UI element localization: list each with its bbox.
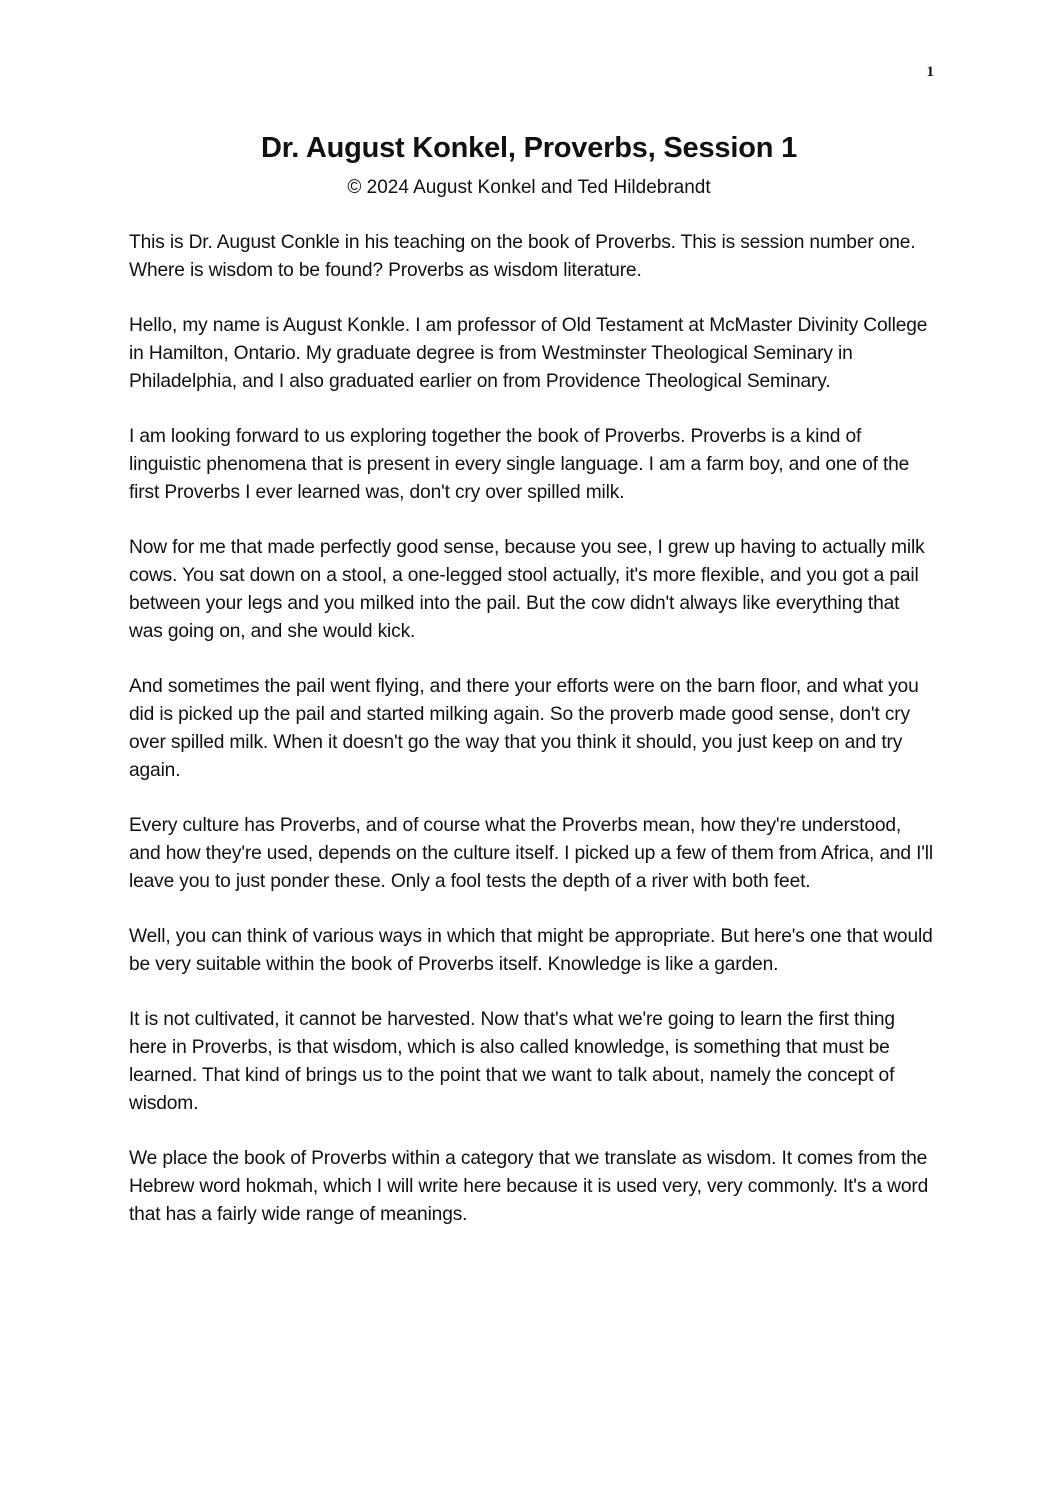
- paragraph-8: It is not cultivated, it cannot be harvested. Now that's what we're going to learn the first thing here in Proverbs, is that wisdom, which is also called knowledge, is something that must be learned. That kind of brings us to the point that we want to talk about, namely the concept of wisdom.: [129, 1009, 895, 1114]
- paragraph-9: We place the book of Proverbs within a category that we translate as wisdom. It comes from the Hebrew word hokmah, which I will write here because it is used very, very commonly. It's a word that has a fairly wide range of meanings.: [129, 1148, 929, 1225]
- paragraph-7: Well, you can think of various ways in which that might be appropriate. But here's one that would be very suitable within the book of Proverbs itself. Knowledge is like a garden.: [129, 926, 933, 975]
- paragraph-6: Every culture has Proverbs, and of course what the Proverbs mean, how they're understood, and how they're used, depends on the culture itself. I picked up a few of them from Africa, and I'll leave you to just ponder these. Only a fool tests the depth of a river with both feet.: [129, 815, 933, 892]
- paragraph-4: Now for me that made perfectly good sense, because you see, I grew up having to actually milk cows. You sat down on a stool, a one-legged stool actually, it's more flexible, and you got a pail between your legs and you milked into the pail. But the cow didn't always like everything that was going on, and she would kick.: [129, 537, 925, 642]
- copyright-line: © 2024 August Konkel and Ted Hildebrandt: [347, 177, 711, 198]
- paragraph-3: I am looking forward to us exploring together the book of Proverbs. Proverbs is a kind of linguistic phenomena that is present in every single language. I am a farm boy, and one of the first Proverbs I ever learned was, don't cry over spilled milk.: [129, 426, 910, 503]
- paragraph-2: Hello, my name is August Konkle. I am professor of Old Testament at McMaster Divinity College in Hamilton, Ontario. My graduate degree is from Westminster Theological Seminary in Philadelphia, and I also graduated earlier on from Providence Theological Seminary.: [129, 315, 928, 392]
- document-body: [129, 229, 934, 1256]
- document-title: Dr. August Konkel, Proverbs, Session 1: [260, 132, 798, 164]
- paragraph-1: This is Dr. August Conkle in his teaching on the book of Proverbs. This is session number one. Where is wisdom to be found? Proverbs as wisdom literature.: [129, 232, 916, 281]
- page-number: 1: [926, 64, 934, 80]
- paragraph-5: And sometimes the pail went flying, and there your efforts were on the barn floor, and what you did is picked up the pail and started milking again. So the proverb made good sense, don't cry over spilled milk. When it doesn't go the way that you think it should, you just keep on and try again.: [129, 676, 919, 781]
